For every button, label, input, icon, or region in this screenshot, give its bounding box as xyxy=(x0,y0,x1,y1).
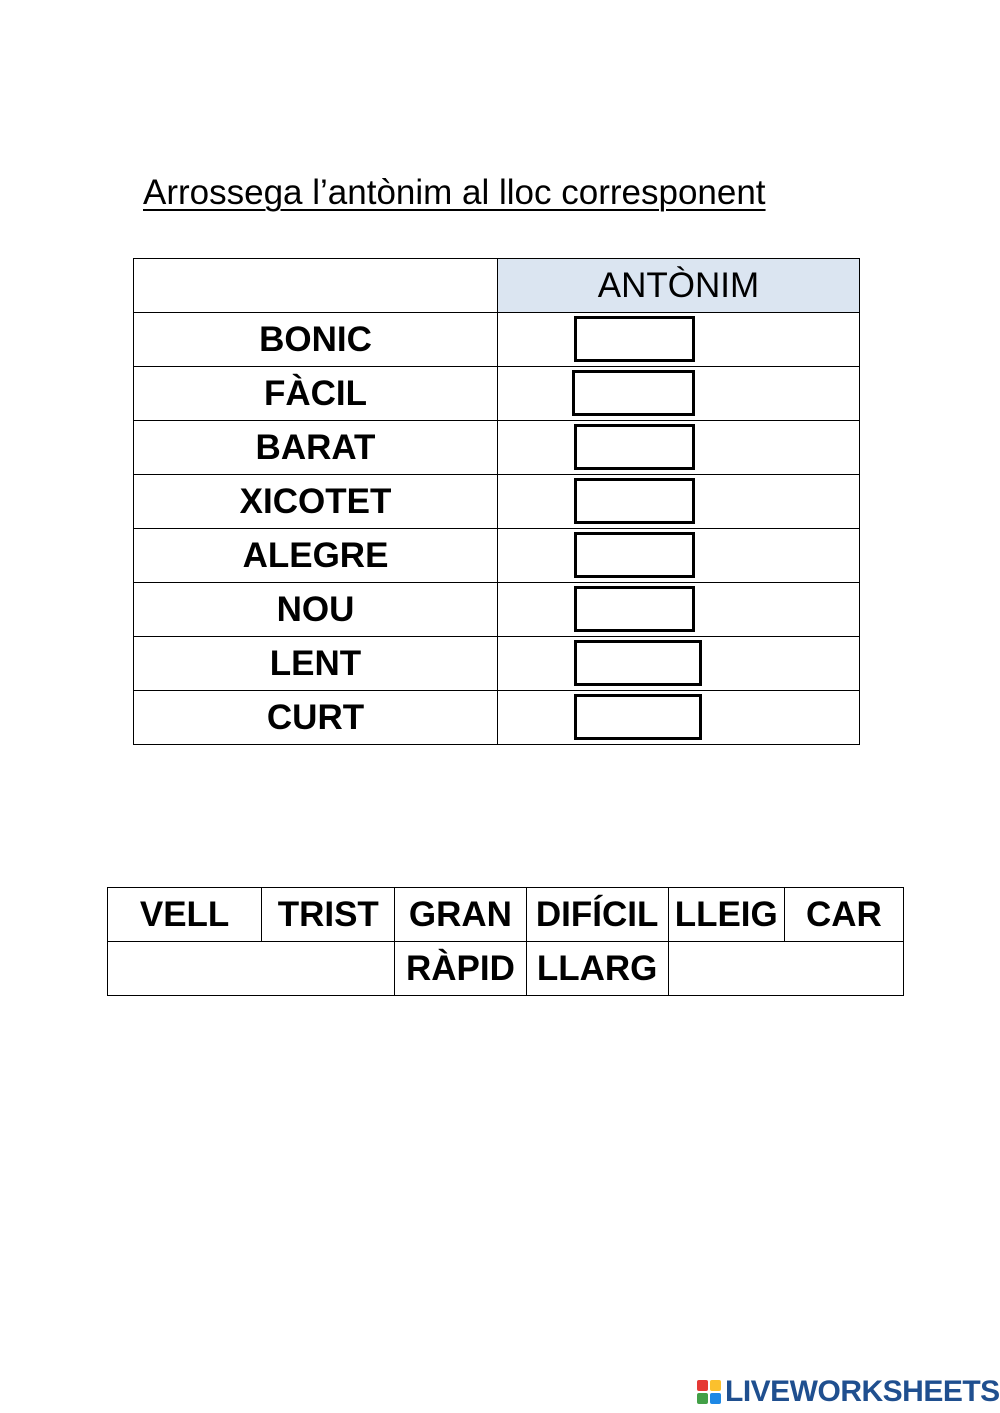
drop-box-xicotet[interactable] xyxy=(574,478,695,524)
draggable-word-gran[interactable]: GRAN xyxy=(395,888,526,942)
answer-cell xyxy=(498,421,860,475)
draggable-word-dificil[interactable]: DIFÍCIL xyxy=(526,888,668,942)
drop-box-nou[interactable] xyxy=(574,586,695,632)
drop-box-facil[interactable] xyxy=(572,370,695,416)
table-row xyxy=(134,637,860,691)
draggable-word-trist[interactable]: TRIST xyxy=(262,888,395,942)
instruction-title: Arrossega l’antònim al lloc corresponent xyxy=(143,173,766,212)
drop-box-lent[interactable] xyxy=(574,640,702,686)
empty-cell xyxy=(108,942,395,996)
header-empty-cell xyxy=(134,259,498,313)
answer-cell xyxy=(498,691,860,745)
word-bank-row xyxy=(108,888,904,942)
empty-cell xyxy=(668,942,903,996)
liveworksheets-logo xyxy=(697,1374,1000,1410)
answer-cell xyxy=(498,475,860,529)
brand-name: LIVEWORKSHEETS xyxy=(725,1375,1000,1408)
word-barat: BARAT xyxy=(134,421,498,475)
table-header-row xyxy=(134,259,860,313)
draggable-word-car[interactable]: CAR xyxy=(784,888,903,942)
table-row xyxy=(134,529,860,583)
antonym-table xyxy=(133,258,860,745)
answer-cell xyxy=(498,529,860,583)
word-alegre: ALEGRE xyxy=(134,529,498,583)
draggable-word-rapid[interactable]: RÀPID xyxy=(395,942,526,996)
answer-cell xyxy=(498,637,860,691)
word-curt: CURT xyxy=(134,691,498,745)
draggable-word-llarg[interactable]: LLARG xyxy=(526,942,668,996)
word-facil: FÀCIL xyxy=(134,367,498,421)
drop-box-curt[interactable] xyxy=(574,694,702,740)
draggable-word-lleig[interactable]: LLEIG xyxy=(668,888,784,942)
word-lent: LENT xyxy=(134,637,498,691)
answer-cell xyxy=(498,583,860,637)
table-row xyxy=(134,475,860,529)
table-row xyxy=(134,313,860,367)
word-xicotet: XICOTET xyxy=(134,475,498,529)
word-bank-table xyxy=(107,887,904,996)
header-antonym: ANTÒNIM xyxy=(498,259,860,313)
word-bank-row xyxy=(108,942,904,996)
answer-cell xyxy=(498,367,860,421)
word-bonic: BONIC xyxy=(134,313,498,367)
draggable-word-vell[interactable]: VELL xyxy=(108,888,262,942)
drop-box-alegre[interactable] xyxy=(574,532,695,578)
answer-cell xyxy=(498,313,860,367)
drop-box-barat[interactable] xyxy=(574,424,695,470)
word-nou: NOU xyxy=(134,583,498,637)
table-row xyxy=(134,691,860,745)
drop-box-bonic[interactable] xyxy=(574,316,695,362)
table-row xyxy=(134,367,860,421)
liveworksheets-logo-icon xyxy=(697,1380,721,1404)
table-row xyxy=(134,583,860,637)
table-row xyxy=(134,421,860,475)
